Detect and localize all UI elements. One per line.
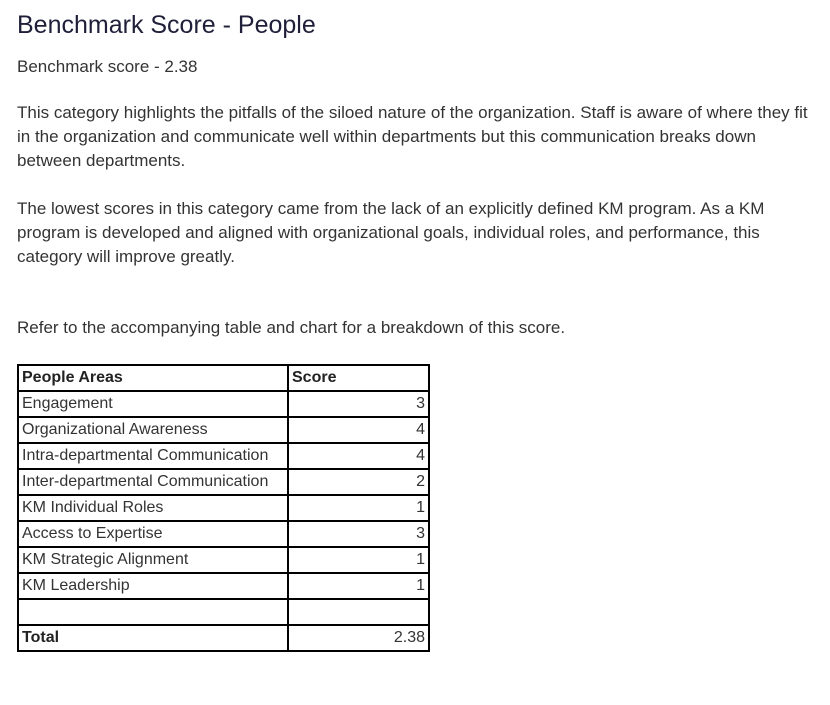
table-row: [18, 495, 429, 521]
header-score: Score: [288, 365, 429, 391]
area-cell: Engagement: [18, 391, 288, 417]
total-score: 2.38: [288, 625, 429, 651]
score-cell: 3: [288, 521, 429, 547]
score-cell: 4: [288, 417, 429, 443]
header-people-areas: People Areas: [18, 365, 288, 391]
paragraph-silo: This category highlights the pitfalls of the siloed nature of the organization. Staff is aware of where they fit in the organization and communicate well within departments but this communication breaks down between departments.: [17, 103, 808, 170]
score-cell: 1: [288, 547, 429, 573]
table-row-empty: [18, 599, 429, 625]
area-cell: KM Individual Roles: [18, 495, 288, 521]
table-row: [18, 521, 429, 547]
table-header-row: [18, 365, 429, 391]
score-cell: 1: [288, 495, 429, 521]
area-cell: Organizational Awareness: [18, 417, 288, 443]
table-row: [18, 443, 429, 469]
people-areas-table: [17, 364, 430, 652]
table-row: [18, 573, 429, 599]
area-cell: Inter-departmental Communication: [18, 469, 288, 495]
paragraph-km-program: The lowest scores in this category came from the lack of an explicitly defined KM program. As a KM program is developed and aligned with organizational goals, individual roles, and performance, this category will improve greatly.: [17, 199, 765, 266]
table-row: [18, 547, 429, 573]
total-label: Total: [18, 625, 288, 651]
score-cell: 1: [288, 573, 429, 599]
score-cell: 3: [288, 391, 429, 417]
benchmark-score-summary: Benchmark score - 2.38: [17, 57, 198, 76]
table-total-row: [18, 625, 429, 651]
area-cell: [18, 599, 288, 625]
score-cell: 4: [288, 443, 429, 469]
paragraph-refer: Refer to the accompanying table and chart for a breakdown of this score.: [17, 318, 566, 337]
area-cell: Intra-departmental Communication: [18, 443, 288, 469]
area-cell: KM Strategic Alignment: [18, 547, 288, 573]
score-cell: 2: [288, 469, 429, 495]
table-row: [18, 469, 429, 495]
table-row: [18, 391, 429, 417]
page-title: Benchmark Score - People: [17, 11, 316, 39]
area-cell: Access to Expertise: [18, 521, 288, 547]
area-cell: KM Leadership: [18, 573, 288, 599]
table-row: [18, 417, 429, 443]
score-cell: [288, 599, 429, 625]
